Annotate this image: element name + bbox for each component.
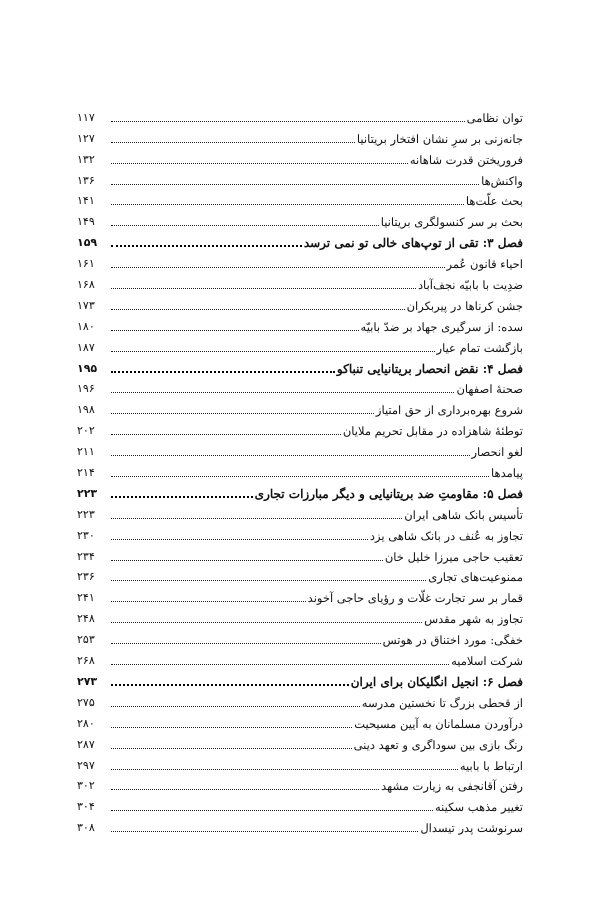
toc-section-row xyxy=(77,250,523,271)
toc-chapter-row xyxy=(77,480,523,501)
dot-leader xyxy=(111,580,426,581)
toc-section-row xyxy=(77,459,523,480)
toc-section-row xyxy=(77,731,523,752)
toc-section-row xyxy=(77,710,523,731)
toc-page-number: ۱۹۸ xyxy=(77,403,95,417)
toc-page-number: ۲۸۷ xyxy=(77,737,95,751)
toc-page-number: ۲۳۶ xyxy=(77,570,95,584)
toc-page-number: ۲۷۵ xyxy=(77,695,95,709)
toc-entry-title: تجاوز به شهر مقدس xyxy=(424,612,523,627)
toc-page-number: ۱۲۷ xyxy=(77,131,95,145)
dot-leader xyxy=(111,184,479,185)
dot-leader xyxy=(111,142,355,143)
toc-page-number: ۳۰۸ xyxy=(77,821,95,835)
toc-entry-title: سده: از سرگیری جهاد بر ضدّ بابیّه xyxy=(360,319,523,334)
toc-entry-title: فصل ۶: انجیل انگلیکان برای ایران xyxy=(350,674,523,689)
dot-leader xyxy=(111,496,253,498)
toc-section-row xyxy=(77,271,523,292)
toc-entry-title: خفگی: مورد اختناق در هوتس xyxy=(382,633,523,648)
toc-entry-title: ارتباط با بابیه xyxy=(459,758,523,773)
toc-page-number: ۱۶۱ xyxy=(77,257,95,271)
toc-entry-title: قمار بر سر تجارت غلّات و رؤیای حاجی آخوند xyxy=(307,591,523,606)
dot-leader xyxy=(111,664,449,665)
dot-leader xyxy=(111,267,445,268)
dot-leader xyxy=(111,351,435,352)
toc-page-number: ۱۱۷ xyxy=(77,110,95,124)
toc-page-number: ۱۵۹ xyxy=(77,236,98,250)
toc-section-row xyxy=(77,313,523,334)
toc-entry-title: فصل ۳: تقی از توپ‌های خالی تو نمی ترسد xyxy=(303,236,523,251)
toc-page-number: ۲۰۲ xyxy=(77,424,95,438)
toc-entry-title: تغییر مذهب سکینه xyxy=(435,800,523,815)
toc-section-row xyxy=(77,501,523,522)
dot-leader xyxy=(111,434,341,435)
toc-section-row xyxy=(77,773,523,794)
toc-section-row xyxy=(77,584,523,605)
dot-leader xyxy=(111,392,454,393)
toc-section-row xyxy=(77,334,523,355)
dot-leader xyxy=(111,476,489,477)
toc-entry-title: جشن کرناها در پیربکران xyxy=(406,298,523,313)
dot-leader xyxy=(111,789,379,790)
toc-entry-title: شرکت اسلامیه xyxy=(451,654,523,669)
toc-page-number: ۲۱۴ xyxy=(77,466,95,480)
toc-section-row xyxy=(77,396,523,417)
dot-leader xyxy=(111,601,306,602)
dot-leader xyxy=(111,455,470,456)
toc-section-row xyxy=(77,438,523,459)
toc-chapter-row xyxy=(77,668,523,689)
toc-entry-title: تأسیس بانک شاهی ایران xyxy=(404,507,523,522)
toc-entry-title: تجاوز به عُنف در بانک شاهی یزد xyxy=(369,528,523,543)
dot-leader xyxy=(111,518,402,519)
dot-leader xyxy=(111,204,464,205)
toc-entry-title: توطئهٔ شاهزاده در مقابل تحریم ملایان xyxy=(342,424,523,439)
toc-section-row xyxy=(77,752,523,773)
toc-page-number: ۲۴۸ xyxy=(77,612,95,626)
toc-page-number: ۳۰۲ xyxy=(77,779,95,793)
toc-entry-title: فروریختن قدرت شاهانه xyxy=(409,152,523,167)
dot-leader xyxy=(111,706,360,707)
dot-leader xyxy=(111,163,408,164)
dot-leader xyxy=(111,769,458,770)
dot-leader xyxy=(111,225,379,226)
toc-entry-title: فصل ۵: مقاومتِ ضد بریتانیایی و دیگر مبارزات تجاری xyxy=(254,486,523,501)
toc-section-row xyxy=(77,793,523,814)
toc-section-row xyxy=(77,167,523,188)
toc-page-number: ۱۶۸ xyxy=(77,278,95,292)
dot-leader xyxy=(111,748,352,749)
toc-entry-title: بحث علّت‌ها xyxy=(465,194,523,209)
toc-section-row xyxy=(77,208,523,229)
toc-page-number: ۲۳۰ xyxy=(77,528,95,542)
toc-page-number: ۲۶۸ xyxy=(77,654,95,668)
toc-entry-title: از قحطی بزرگ تا نخستین مدرسه xyxy=(361,695,523,710)
toc-section-row xyxy=(77,689,523,710)
toc-section-row xyxy=(77,647,523,668)
toc-section-row xyxy=(77,376,523,397)
dot-leader xyxy=(111,831,418,832)
toc-section-row xyxy=(77,125,523,146)
dot-leader xyxy=(111,539,368,540)
dot-leader xyxy=(111,684,349,686)
toc-section-row xyxy=(77,188,523,209)
dot-leader xyxy=(111,309,405,310)
toc-entry-title: توان نظامی xyxy=(466,110,523,125)
toc-section-row xyxy=(77,626,523,647)
toc-entry-title: رفتن آقانجفی به زیارت مشهد xyxy=(381,779,523,794)
toc-entry-title: پیامدها xyxy=(491,466,523,481)
toc-page-number: ۲۴۱ xyxy=(77,591,95,605)
toc-page-number: ۱۸۰ xyxy=(77,319,95,333)
dot-leader xyxy=(111,622,422,623)
toc-section-row xyxy=(77,814,523,835)
dot-leader xyxy=(111,121,465,122)
dot-leader xyxy=(111,727,352,728)
toc-page-number: ۲۲۳ xyxy=(77,507,95,521)
toc-page-number: ۱۹۶ xyxy=(77,382,95,396)
toc-section-row xyxy=(77,292,523,313)
dot-leader xyxy=(111,810,433,811)
toc-page-number: ۲۳۴ xyxy=(77,549,95,563)
toc-section-row xyxy=(77,543,523,564)
toc-entry-title: لغو انحصار xyxy=(471,445,523,460)
toc-page-number: ۲۵۳ xyxy=(77,633,95,647)
toc-page-number: ۱۴۹ xyxy=(77,215,95,229)
toc-entry-title: صحنهٔ اصفهان xyxy=(456,382,523,397)
toc-chapter-row xyxy=(77,229,523,250)
toc-entry-title: تعقیب حاجی میرزا خلیل خان xyxy=(384,549,523,564)
dot-leader xyxy=(111,643,381,644)
toc-section-row xyxy=(77,564,523,585)
toc-entry-title: جانه‌زنی بر سرِ نشان افتخار بریتانیا xyxy=(356,131,523,146)
toc-page-number: ۲۹۷ xyxy=(77,758,95,772)
toc-entry-title: ضدِیت با بابیّه نجف‌آباد xyxy=(417,278,523,293)
toc-entry-title: ممنوعیت‌های تجاری xyxy=(428,570,523,585)
toc-page-number: ۱۴۱ xyxy=(77,194,95,208)
dot-leader xyxy=(111,413,374,414)
toc-entry-title: رنگ بازی بین سوداگری و تعهد دینی xyxy=(353,737,523,752)
dot-leader xyxy=(111,245,302,247)
dot-leader xyxy=(111,560,383,561)
toc-entry-title: فصل ۴: نقض انحصار بریتانیایی تنباکو xyxy=(336,361,523,376)
toc-section-row xyxy=(77,522,523,543)
toc-entry-title: شروع بهره‌برداری از حق امتیاز xyxy=(375,403,523,418)
toc-entry-title: بازگشت تمام عیار xyxy=(436,340,523,355)
toc-entry-title: بحث بر سر کنسولگری بریتانیا xyxy=(380,215,523,230)
toc-page-number: ۲۱۱ xyxy=(77,445,95,459)
toc-chapter-row xyxy=(77,355,523,376)
toc-page-number: ۱۹۵ xyxy=(77,361,98,375)
toc-entry-title: واکنش‌ها xyxy=(481,173,523,188)
toc-entry-title: درآوردن مسلمانان به آیین مسیحیت xyxy=(354,716,523,731)
toc-section-row xyxy=(77,417,523,438)
dot-leader xyxy=(111,371,335,373)
toc-page-number: ۲۸۰ xyxy=(77,716,95,730)
toc-page-number: ۱۳۲ xyxy=(77,152,95,166)
toc-page-number: ۱۷۳ xyxy=(77,298,95,312)
toc-page-number: ۱۸۷ xyxy=(77,340,95,354)
toc-entry-title: سرنوشت پدر تیسدال xyxy=(420,821,523,836)
toc-section-row xyxy=(77,605,523,626)
toc-page-number: ۱۳۶ xyxy=(77,173,95,187)
dot-leader xyxy=(111,330,359,331)
toc-entry-title: احیاء قانون عُمر xyxy=(446,257,523,272)
toc-section-row xyxy=(77,104,523,125)
dot-leader xyxy=(111,288,416,289)
toc-page-number: ۲۷۳ xyxy=(77,674,98,688)
toc-section-row xyxy=(77,146,523,167)
table-of-contents xyxy=(77,104,523,835)
toc-page-number: ۳۰۴ xyxy=(77,800,95,814)
toc-page-number: ۲۲۳ xyxy=(77,486,98,500)
